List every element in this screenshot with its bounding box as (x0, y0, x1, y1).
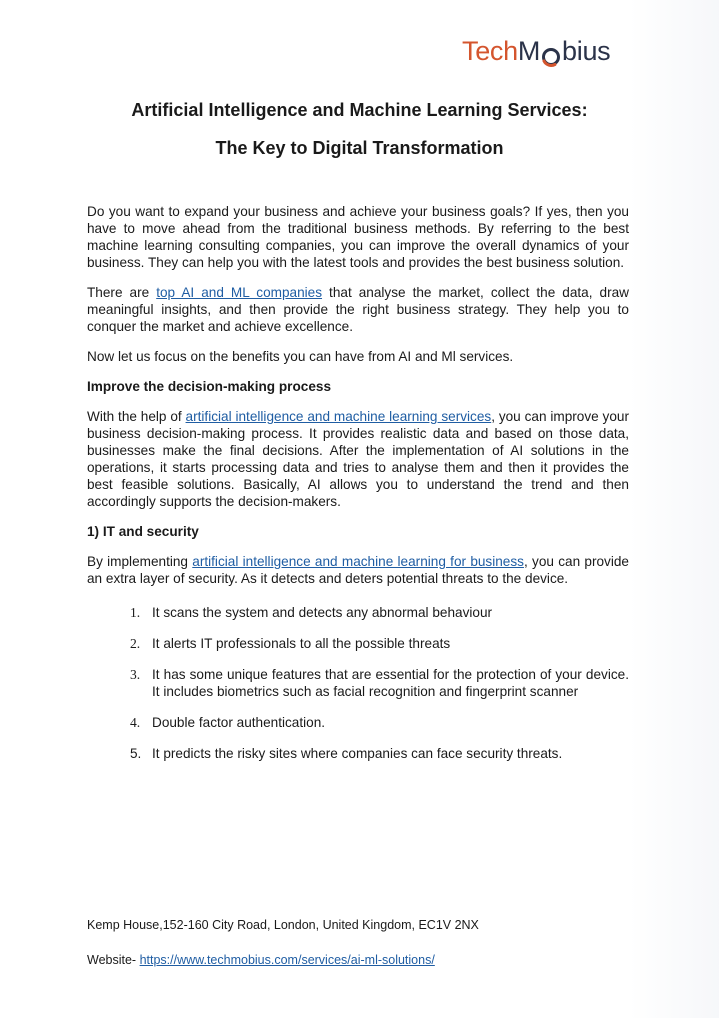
section-heading-it-security: 1) IT and security (87, 524, 199, 539)
paragraph-companies (87, 284, 629, 335)
link-ai-ml-for-business[interactable]: artificial intelligence and machine learning for business (192, 554, 524, 569)
list-number: 1. (130, 605, 141, 620)
footer-website (87, 953, 435, 967)
security-feature-list (87, 604, 629, 762)
logo-text-bius: bius (562, 36, 611, 66)
intro-paragraph: Do you want to expand your business and achieve your business goals? If yes, then you have to move ahead from the traditional business methods. By referring to the best machine learning consulting companies, you can improve the overall dynamics of your business. They can help you with the latest tools and provides the best business solution. (87, 204, 629, 270)
list-text: It has some unique features that are essential for the protection of your device. It includes biometrics such as facial recognition and fingerprint scanner (152, 667, 629, 699)
website-link[interactable]: https://www.techmobius.com/services/ai-ml-solutions/ (139, 953, 435, 967)
website-label: Website- (87, 953, 140, 967)
list-number: 3. (130, 667, 141, 682)
link-ai-ml-services[interactable]: artificial intelligence and machine learning services (185, 409, 492, 424)
list-item (87, 666, 629, 700)
document-body (87, 203, 629, 776)
text: that analyse the market, collect the data, draw meaningful insights, and then provide the right business strategy. They help you to conquer the market and achieve excellence. (87, 285, 629, 334)
paragraph-benefits: Now let us focus on the benefits you can have from AI and Ml services. (87, 349, 514, 364)
paragraph-decision-making (87, 408, 629, 510)
list-item (87, 745, 629, 762)
logo-o-icon (541, 43, 561, 63)
link-top-ai-ml-companies[interactable]: top AI and ML companies (156, 285, 323, 300)
list-item (87, 714, 629, 731)
list-text: Double factor authentication. (152, 715, 326, 730)
paragraph-security (87, 553, 629, 587)
techmobius-logo (462, 36, 610, 67)
page-subtitle: The Key to Digital Transformation (215, 138, 504, 158)
section-heading-decision-making: Improve the decision-making process (87, 379, 332, 394)
footer-address: Kemp House,152-160 City Road, London, United Kingdom, EC1V 2NX (87, 918, 479, 932)
list-item (87, 604, 629, 621)
list-text: It alerts IT professionals to all the possible threats (152, 636, 451, 651)
text: With the help of (87, 409, 186, 424)
list-number: 2. (130, 636, 141, 651)
page-title: Artificial Intelligence and Machine Learning Services: (131, 100, 588, 120)
text: By implementing (87, 554, 193, 569)
list-text: It scans the system and detects any abnormal behaviour (152, 605, 493, 620)
text: , you can improve your business decision-making process. It provides realistic data and based on those data, businesses make the final decisions. After the implementation of AI solutions in the operations, it starts processing data and tries to analyse them and then it provides the best feasible solutions. Basically, AI allows you to understand the trend and then accordingly supports the decision-makers. (87, 409, 630, 509)
list-item (87, 635, 629, 652)
list-number: 5. (130, 746, 142, 761)
logo-text-m: M (517, 36, 541, 66)
list-text: It predicts the risky sites where companies can face security threats. (152, 746, 563, 761)
list-number: 4. (130, 715, 141, 730)
text: There are (87, 285, 157, 300)
text: , you can provide an extra layer of security. As it detects and deters potential threats to the device. (87, 554, 629, 586)
logo-text-tech: Tech (462, 36, 518, 66)
